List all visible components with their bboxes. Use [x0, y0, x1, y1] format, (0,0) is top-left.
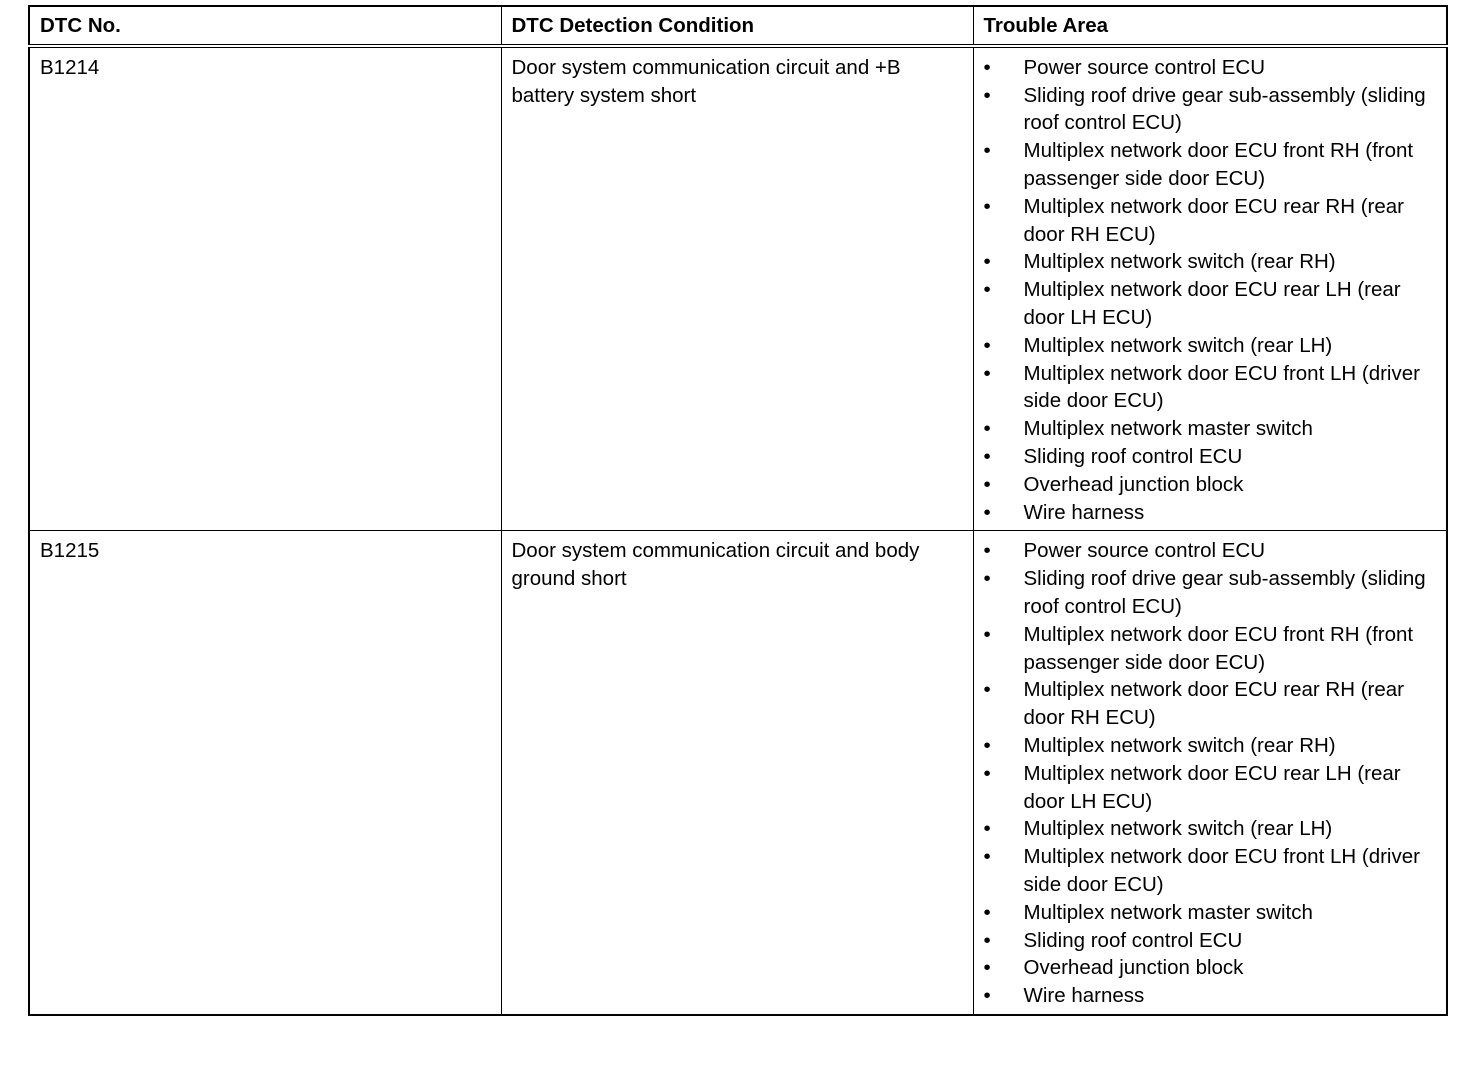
trouble-area-item — [984, 676, 1437, 732]
trouble-area-text: Overhead junction block — [1023, 472, 1244, 496]
trouble-area-item — [984, 471, 1437, 499]
trouble-area-item — [984, 815, 1437, 843]
trouble-area-text: Multiplex network master switch — [1023, 417, 1313, 441]
trouble-area-text: Multiplex network door ECU front LH (driver side door ECU) — [1023, 361, 1420, 413]
bullet-icon: • — [983, 444, 991, 468]
trouble-area-text: Multiplex network door ECU rear RH (rear door RH ECU) — [1023, 678, 1405, 730]
trouble-area-item — [984, 193, 1437, 249]
trouble-area-text: Sliding roof control ECU — [1023, 928, 1243, 952]
header-row — [29, 6, 1447, 46]
bullet-icon: • — [983, 250, 991, 274]
trouble-area-item — [984, 927, 1437, 955]
trouble-area-item — [984, 415, 1437, 443]
bullet-icon: • — [983, 984, 991, 1008]
trouble-area-text: Power source control ECU — [1023, 55, 1266, 79]
trouble-area-item — [984, 843, 1437, 899]
trouble-area-text: Overhead junction block — [1023, 956, 1244, 980]
trouble-area-list — [984, 537, 1437, 1010]
dtc-number: B1214 — [29, 46, 501, 531]
trouble-area-text: Multiplex network door ECU front LH (driver side door ECU) — [1023, 845, 1420, 896]
trouble-area-text: Sliding roof drive gear sub-assembly (sliding roof control ECU) — [1023, 567, 1426, 618]
trouble-area-text: Multiplex network master switch — [1023, 900, 1313, 924]
trouble-area-item — [984, 954, 1437, 982]
dtc-table — [28, 5, 1448, 1016]
trouble-area-item — [984, 82, 1437, 138]
bullet-icon: • — [983, 361, 991, 385]
trouble-area-item — [984, 760, 1437, 816]
trouble-area-text: Multiplex network switch (rear RH) — [1023, 733, 1336, 757]
trouble-area-cell — [973, 531, 1447, 1015]
bullet-icon: • — [983, 539, 991, 563]
trouble-area-item — [984, 54, 1437, 82]
trouble-area-text: Sliding roof control ECU — [1023, 444, 1243, 468]
bullet-icon: • — [983, 622, 991, 646]
trouble-area-text: Multiplex network switch (rear LH) — [1023, 333, 1333, 357]
trouble-area-text: Multiplex network door ECU rear RH (rear door RH ECU) — [1023, 194, 1405, 246]
trouble-area-text: Sliding roof drive gear sub-assembly (sliding roof control ECU) — [1023, 83, 1426, 135]
trouble-area-item — [984, 276, 1437, 332]
trouble-area-item — [984, 443, 1437, 471]
bullet-icon: • — [983, 567, 991, 591]
bullet-icon: • — [983, 83, 991, 107]
table-header — [29, 6, 1447, 46]
bullet-icon: • — [983, 678, 991, 702]
trouble-area-item — [984, 899, 1437, 927]
table-row — [29, 531, 1447, 1015]
trouble-area-text: Wire harness — [1023, 984, 1145, 1008]
trouble-area-text: Multiplex network switch (rear RH) — [1023, 250, 1336, 274]
trouble-area-text: Multiplex network switch (rear LH) — [1023, 817, 1333, 841]
trouble-area-list — [984, 54, 1437, 527]
bullet-icon: • — [983, 55, 991, 79]
bullet-icon: • — [983, 956, 991, 980]
detection-condition: Door system communication circuit and body ground short — [501, 531, 973, 1015]
trouble-area-text: Power source control ECU — [1023, 539, 1266, 563]
trouble-area-text: Multiplex network door ECU front RH (front passenger side door ECU) — [1023, 622, 1414, 674]
bullet-icon: • — [983, 333, 991, 357]
trouble-area-text: Multiplex network door ECU rear LH (rear door LH ECU) — [1023, 761, 1401, 813]
bullet-icon: • — [983, 928, 991, 952]
trouble-area-item — [984, 360, 1437, 416]
trouble-area-text: Multiplex network door ECU front RH (front passenger side door ECU) — [1023, 139, 1414, 190]
header-detection-condition: DTC Detection Condition — [501, 6, 973, 46]
trouble-area-item — [984, 732, 1437, 760]
trouble-area-cell — [973, 46, 1447, 531]
trouble-area-item — [984, 332, 1437, 360]
trouble-area-item — [984, 982, 1437, 1010]
trouble-area-item — [984, 499, 1437, 527]
trouble-area-text: Wire harness — [1023, 500, 1145, 524]
table-body — [29, 46, 1447, 1015]
trouble-area-item — [984, 565, 1437, 621]
bullet-icon: • — [983, 472, 991, 496]
bullet-icon: • — [983, 817, 991, 841]
bullet-icon: • — [983, 139, 991, 163]
header-dtc-no: DTC No. — [29, 6, 501, 46]
bullet-icon: • — [983, 278, 991, 302]
detection-condition: Door system communication circuit and +B battery system short — [501, 46, 973, 531]
trouble-area-item — [984, 248, 1437, 276]
trouble-area-item — [984, 621, 1437, 677]
trouble-area-item — [984, 137, 1437, 193]
bullet-icon: • — [983, 194, 991, 218]
bullet-icon: • — [983, 900, 991, 924]
trouble-area-item — [984, 537, 1437, 565]
bullet-icon: • — [983, 417, 991, 441]
dtc-number: B1215 — [29, 531, 501, 1015]
trouble-area-text: Multiplex network door ECU rear LH (rear door LH ECU) — [1023, 278, 1401, 329]
bullet-icon: • — [983, 761, 991, 785]
table-row — [29, 46, 1447, 531]
bullet-icon: • — [983, 500, 991, 524]
bullet-icon: • — [983, 845, 991, 869]
header-trouble-area: Trouble Area — [973, 6, 1447, 46]
bullet-icon: • — [983, 733, 991, 757]
